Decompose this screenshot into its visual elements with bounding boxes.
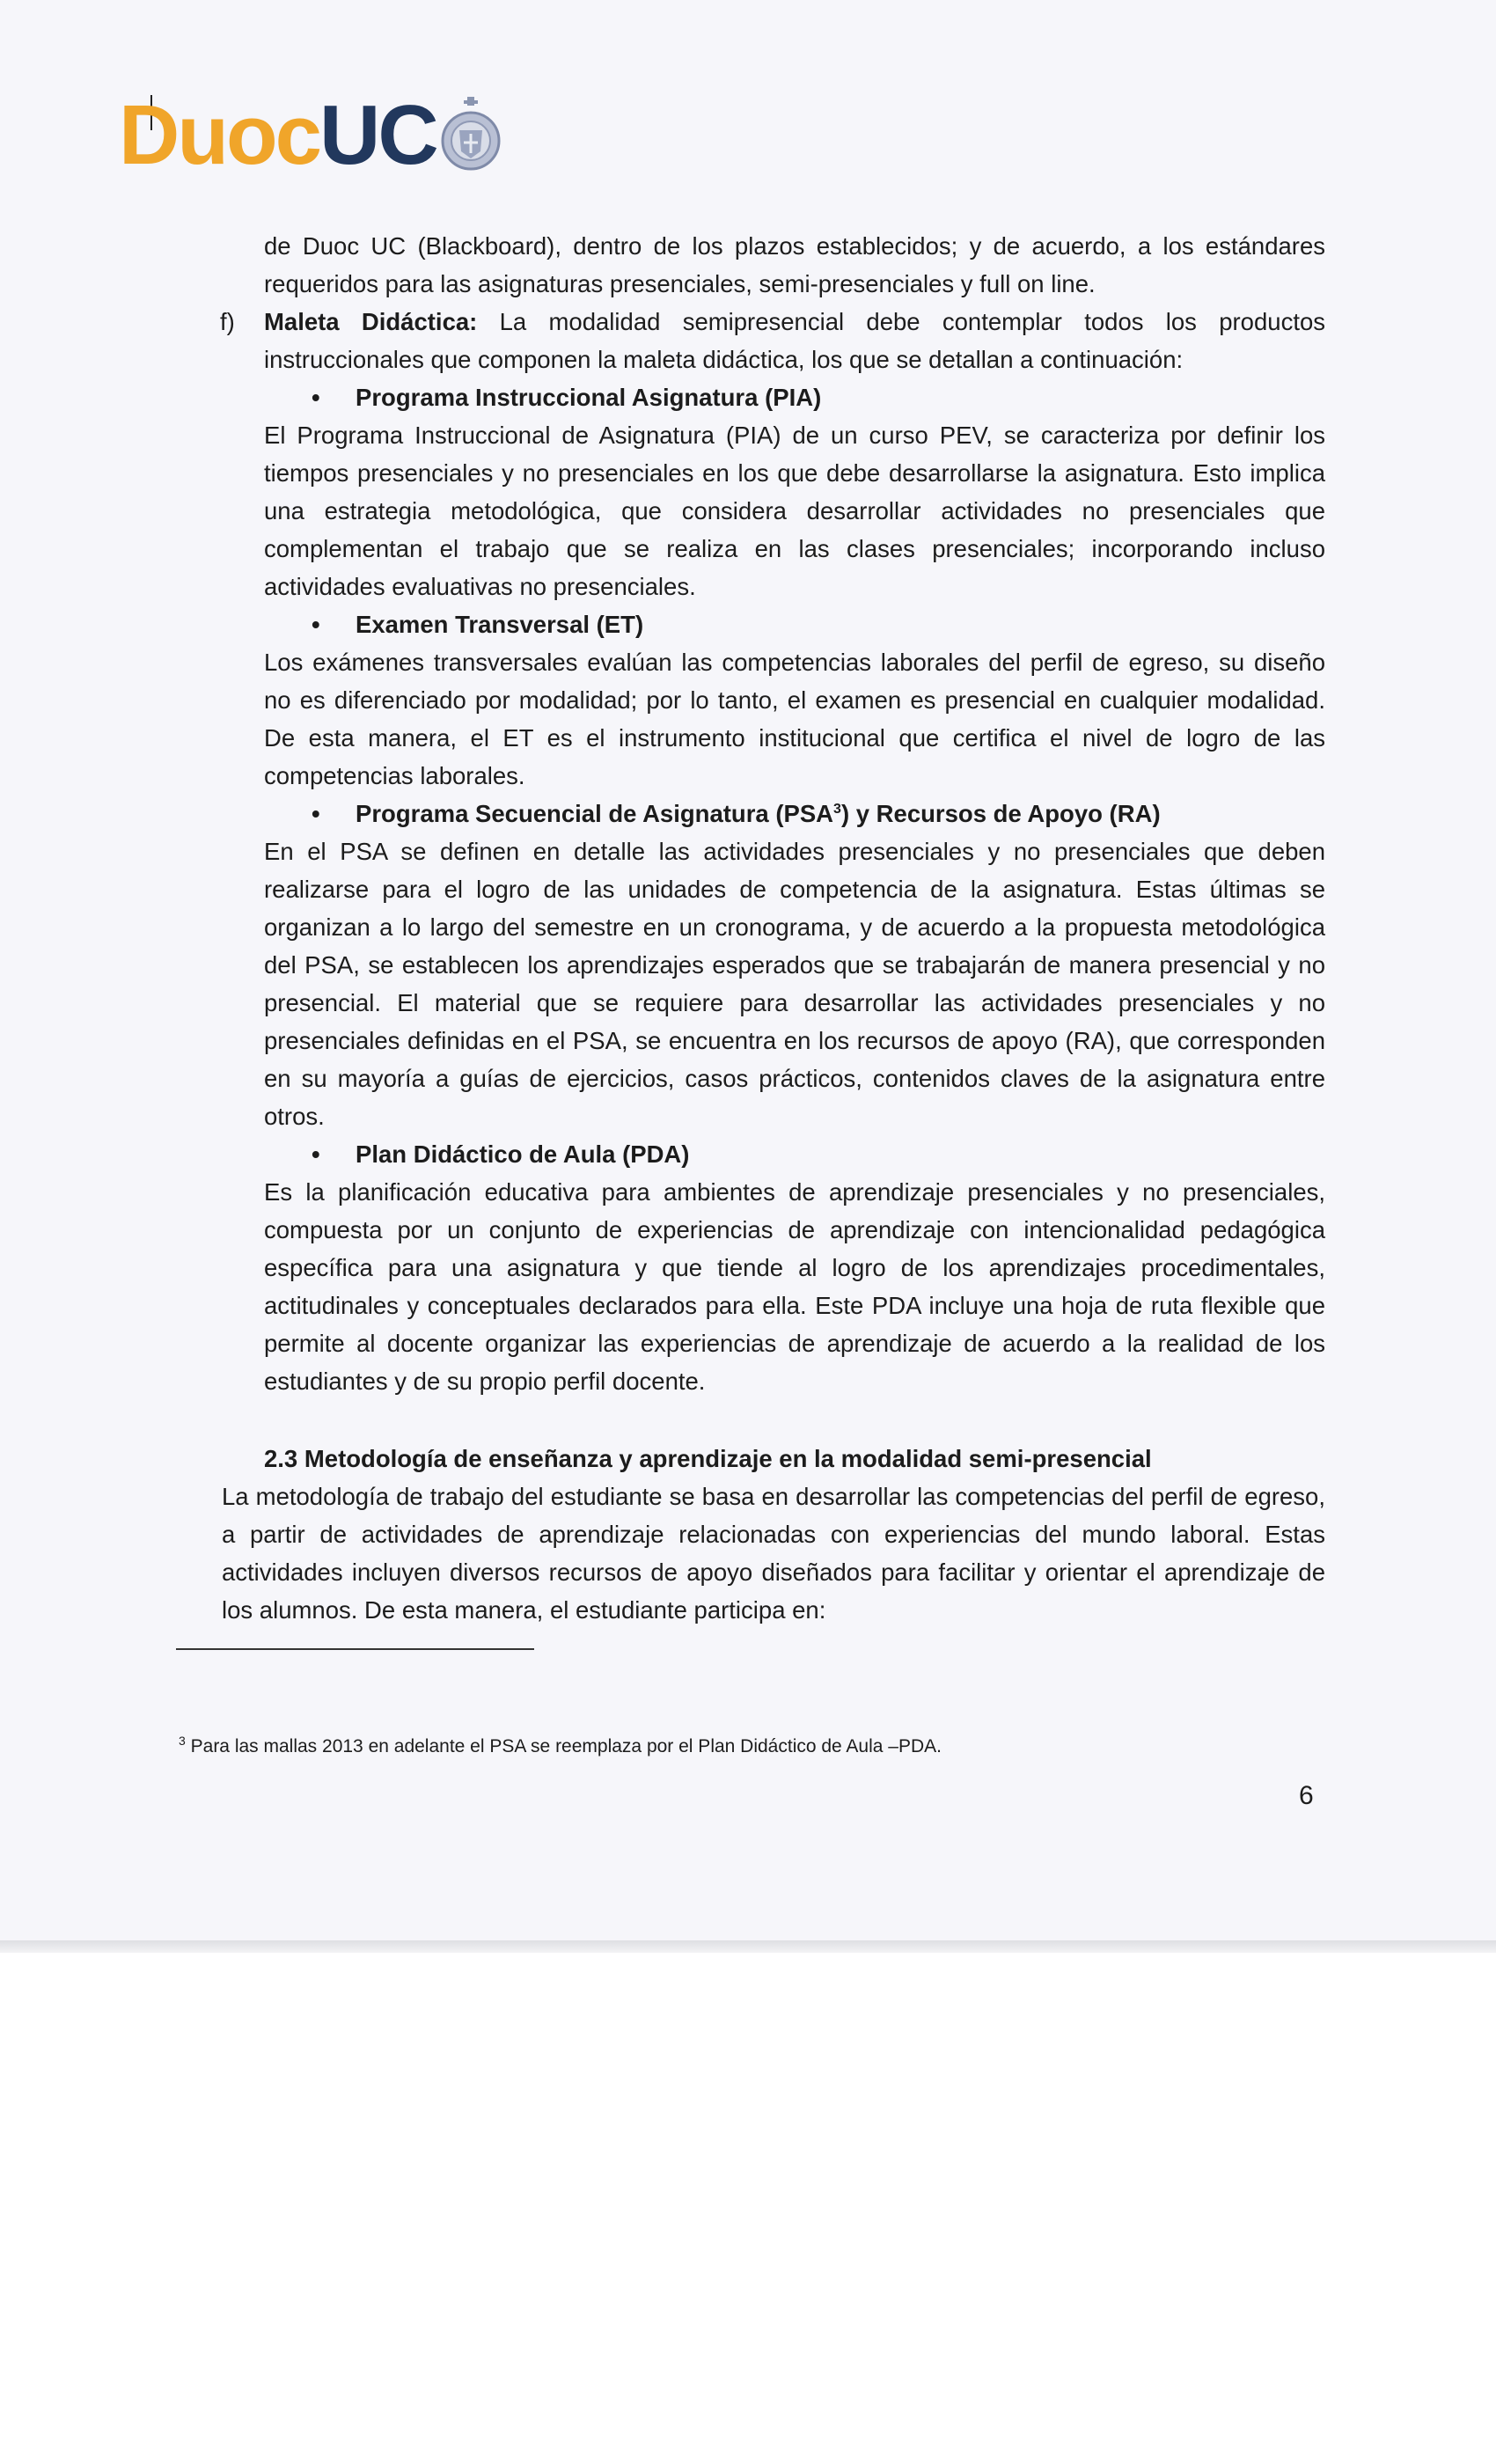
- bullet-title: Programa Secuencial de Asignatura (PSA: [356, 800, 834, 827]
- item-f-title: Maleta Didáctica:: [264, 308, 478, 335]
- bullet-body-pda: Es la planificación educativa para ambientes de aprendizaje presenciales y no presenciales, compuesta por un conjunto de experiencias de aprendizaje con intencionalidad pedagógica específica para una asignatura y que tiende al logro de los aprendizajes procedimentales, actitudinales y conceptuales declarados para ella. Este PDA incluye una hoja de ruta flexible que permite al docente organizar las experiencias de aprendizaje de acuerdo a la realidad de los estudiantes y de su propio perfil docente.: [264, 1178, 1325, 1395]
- bullet-body-et: Los exámenes transversales evalúan las competencias laborales del perfil de egreso, su diseño no es diferenciado por modalidad; por lo tanto, el examen es presencial en cualquier modalidad. De esta manera, el ET es el instrumento institucional que certifica el nivel de logro de las competencias laborales.: [264, 649, 1325, 789]
- item-f-text: La modalidad semipresencial debe contemplar todos los productos instruccionales que componen la maleta didáctica, los que se detallan a continuación:: [264, 308, 1325, 373]
- footnote-reference: 3: [833, 801, 841, 817]
- footnote: [179, 1734, 942, 1760]
- section-body: La metodología de trabajo del estudiante se basa en desarrollar las competencias del perfil de egreso, a partir de actividades de aprendizaje relacionadas con experiencias del mundo laboral. Estas actividades incluyen diversos recursos de apoyo diseñados para facilitar y orientar el aprendizaje de los alumnos. De esta manera, el estudiante participa en:: [222, 1483, 1325, 1624]
- page-bottom-edge: [0, 1940, 1496, 1953]
- bullet-dot: •: [312, 1140, 320, 1168]
- university-seal-icon: [440, 95, 502, 174]
- bullet-heading-psa: [264, 795, 1325, 832]
- bullet-body-psa: En el PSA se definen en detalle las actividades presenciales y no presenciales que deben realizarse para el logro de las unidades de competencia de la asignatura. Estas últimas se organizan a lo largo del semestre en un cronograma, y de acuerdo a la propuesta metodológica del PSA, se establecen los aprendizajes esperados que se trabajarán de manera presencial y no presencial. El material que se requiere para desarrollar las actividades presenciales y no presenciales definidas en el PSA, se encuentra en los recursos de apoyo (RA), que corresponden en su mayoría a guías de ejercicios, casos prácticos, contenidos claves de la asignatura entre otros.: [264, 838, 1325, 1130]
- intro-paragraph: de Duoc UC (Blackboard), dentro de los plazos establecidos; y de acuerdo, a los estándares requeridos para las asignaturas presenciales, semi-presenciales y full on line.: [264, 232, 1325, 297]
- bullet-title: Plan Didáctico de Aula (PDA): [356, 1140, 690, 1168]
- bullet-title: Programa Instruccional Asignatura (PIA): [356, 384, 822, 411]
- bullet-heading-pda: [264, 1135, 1325, 1173]
- footnote-mark: 3: [179, 1734, 186, 1748]
- main-text-block: [220, 227, 1325, 1400]
- section-2-3-block: [222, 1440, 1325, 1629]
- bullet-body-pia: El Programa Instruccional de Asignatura (PIA) de un curso PEV, se caracteriza por definir los tiempos presenciales y no presenciales en los que debe desarrollarse la asignatura. Esto implica una estrategia metodológica, que considera desarrollar actividades no presenciales que complementan el trabajo que se realiza en las clases presenciales; incorporando incluso actividades evaluativas no presenciales.: [264, 422, 1325, 600]
- duoc-uc-logo: [119, 81, 502, 182]
- section-heading: 2.3 Metodología de enseñanza y aprendizaje en la modalidad semi-presencial: [264, 1445, 1152, 1472]
- item-f-paragraph: [220, 303, 1325, 378]
- item-f-marker: f): [220, 308, 235, 335]
- logo-duoc-text: Duoc: [119, 88, 319, 182]
- bullet-dot: •: [312, 384, 320, 411]
- bullet-dot: •: [312, 800, 320, 827]
- footnote-text: Para las mallas 2013 en adelante el PSA se reemplaza por el Plan Didáctico de Aula –PDA.: [185, 1736, 942, 1756]
- bullet-title: Examen Transversal (ET): [356, 611, 644, 638]
- bullet-heading-et: [264, 605, 1325, 643]
- logo-uc-text: UC: [319, 88, 436, 182]
- footnote-divider: [176, 1648, 534, 1650]
- bullet-heading-pia: [264, 378, 1325, 416]
- bullet-title-continued: ) y Recursos de Apoyo (RA): [840, 800, 1161, 827]
- bullet-dot: •: [312, 611, 320, 638]
- page-number: 6: [1299, 1781, 1314, 1810]
